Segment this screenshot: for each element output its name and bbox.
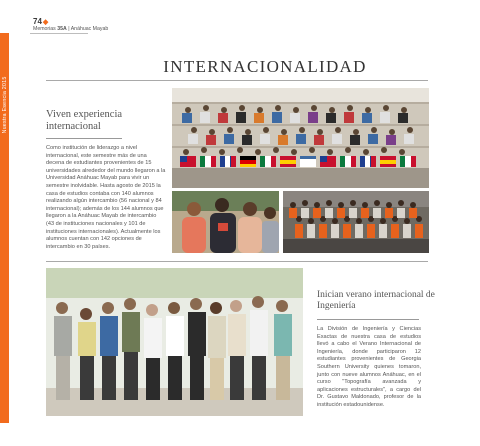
page-title: INTERNACIONALIDAD <box>163 57 367 76</box>
photo-three-students <box>172 191 279 253</box>
diamond-icon: ◆ <box>42 19 49 26</box>
title-divider <box>46 80 428 81</box>
section-body-engineering: La División de Ingeniería y Ciencias Exactas de nuestra casa de estudios llevó a cabo el Verano Internacional de Ingeniería, donde participaron 12 estudiantes provenientes de Georgia Southern University quienes tomaron, junto con nueve alumnos Anáhuac, en el curso "Topografía avanzada y aplicaciones estructurales", a cargo del Dr. Gustavo Maldonado, profesor de la institución estadounidense. <box>317 326 421 408</box>
side-label-text: Nuestra Esencia 2015 <box>1 76 8 134</box>
breadcrumb-edition: 35A <box>57 26 67 32</box>
section-heading-exchange: Viven experiencia internacional <box>46 109 123 132</box>
side-label <box>0 75 9 135</box>
section-divider <box>46 261 428 262</box>
photo-students-group <box>283 191 429 253</box>
section-heading-underline-2 <box>317 319 419 320</box>
breadcrumb-prefix: Memorias <box>33 26 56 32</box>
breadcrumb <box>33 26 108 32</box>
breadcrumb-institution: | Anáhuac Mayab <box>68 26 109 32</box>
header-divider <box>30 33 88 34</box>
page-number <box>33 17 48 26</box>
page-number-value: 74 <box>33 17 42 26</box>
section-body-exchange: Como institución de liderazgo a nivel internacional, este semestre más de una decena de estudiantes provenientes de 15 universidades alrededor del mundo llegaron a la Universidad Anáhuac Mayab para vivir un semestre inolvidable. Hasta agosto de 2015 la casa de estudios contaba con 140 alumnos realizando algún intercambio (56 nacional y 84 internacional); además de los 144 alumnos que llegaron a la Anáhuac Mayab de intercambio (43 de instituciones nacionales y 101 de instituciones internacionales). Actualmente los alumnos cuentan con 142 opciones de intercambio en 30 países. <box>46 145 166 250</box>
group-photo-international-students <box>172 88 429 188</box>
section-heading-engineering: Inician verano internacional de Ingeniería <box>317 290 435 311</box>
section-heading-underline <box>46 138 122 139</box>
photo-engineering-summer-group <box>46 268 303 416</box>
